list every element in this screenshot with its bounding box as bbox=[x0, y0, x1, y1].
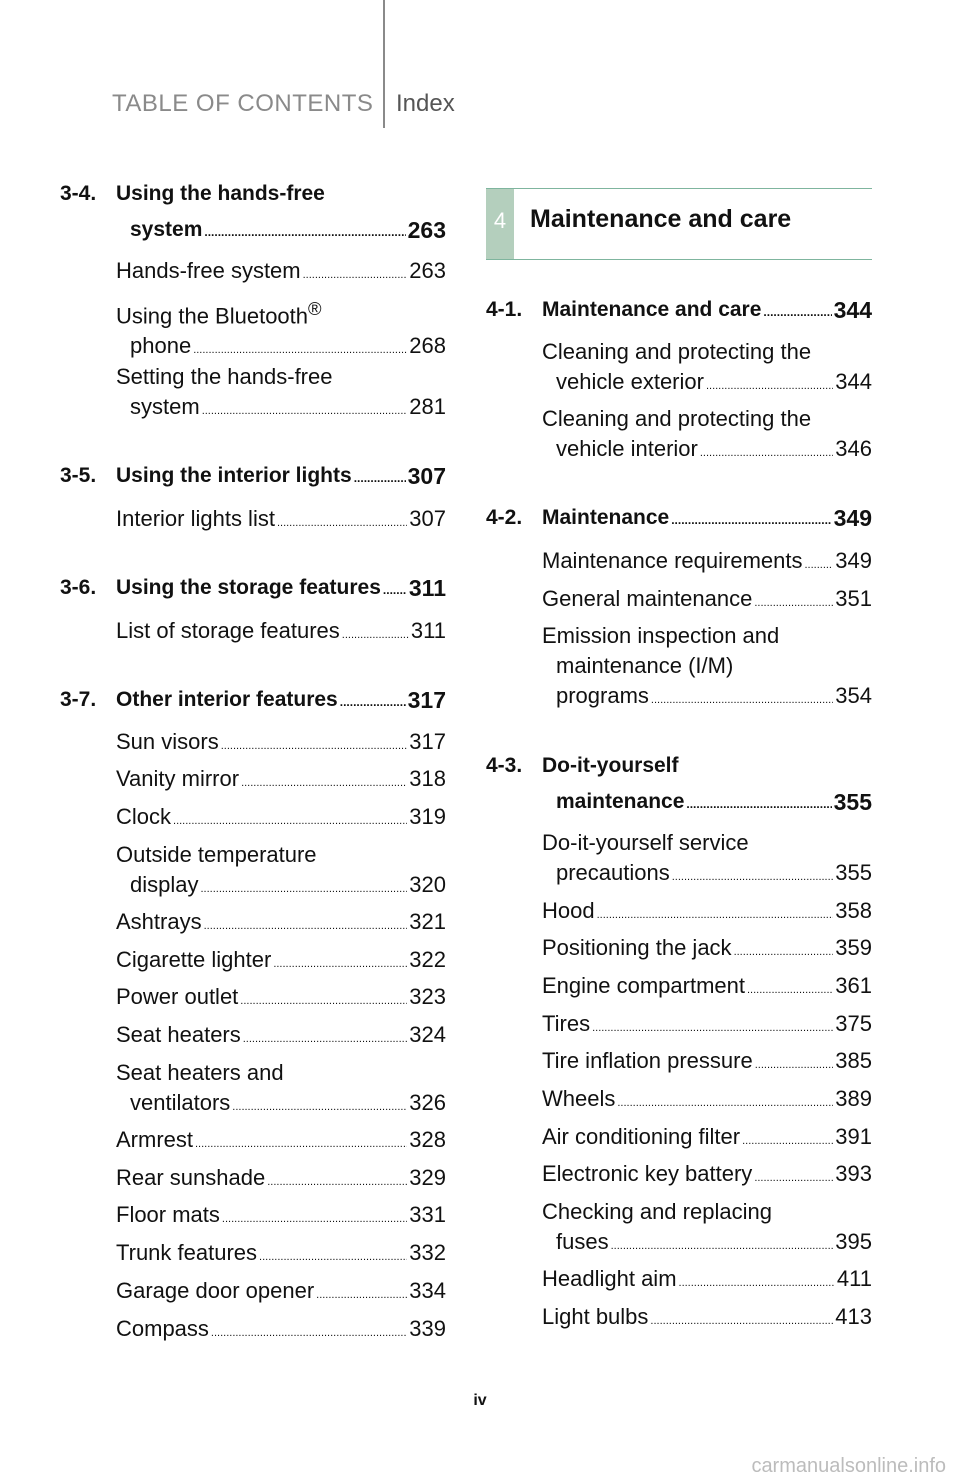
item-title-cont: phone bbox=[130, 333, 192, 359]
item-title: Checking and replacing bbox=[542, 1199, 772, 1224]
item-page: 411 bbox=[836, 1266, 872, 1291]
section-title: Using the hands-free bbox=[116, 182, 325, 205]
item-title: Garage door opener bbox=[116, 1278, 315, 1303]
item-page: 391 bbox=[835, 1124, 872, 1149]
toc-item[interactable] bbox=[542, 1302, 872, 1336]
item-page: 334 bbox=[409, 1278, 446, 1303]
item-title: Electronic key battery bbox=[542, 1161, 753, 1186]
toc-item[interactable] bbox=[116, 1200, 446, 1234]
item-title: Interior lights list bbox=[116, 506, 275, 531]
toc-item[interactable] bbox=[542, 1122, 872, 1156]
section-title: Maintenance bbox=[542, 506, 670, 529]
item-title: Trunk features bbox=[116, 1240, 258, 1265]
top-navigation bbox=[0, 0, 960, 130]
section-number: 4-3. bbox=[486, 754, 523, 777]
item-page: 319 bbox=[409, 804, 446, 829]
item-title: Outside temperature bbox=[116, 842, 317, 867]
toc-item[interactable] bbox=[542, 584, 872, 618]
item-page: 339 bbox=[409, 1316, 446, 1341]
toc-item[interactable] bbox=[542, 1046, 872, 1080]
item-page: 393 bbox=[835, 1161, 872, 1186]
toc-item[interactable] bbox=[116, 1163, 446, 1197]
item-title-cont: vehicle interior bbox=[556, 436, 698, 461]
toc-item[interactable] bbox=[116, 616, 446, 650]
item-page: 355 bbox=[835, 860, 872, 885]
toc-item[interactable] bbox=[116, 727, 446, 761]
chapter-title: Maintenance and care bbox=[530, 205, 792, 233]
item-title: Tire inflation pressure bbox=[542, 1048, 753, 1073]
registered-mark: ® bbox=[308, 298, 322, 319]
item-title: Emission inspection and bbox=[542, 623, 780, 648]
item-page: 389 bbox=[835, 1086, 872, 1111]
item-page: 385 bbox=[835, 1048, 872, 1073]
section-title: Other interior features bbox=[116, 688, 338, 711]
toc-item[interactable] bbox=[116, 1314, 446, 1348]
toc-item[interactable] bbox=[542, 1197, 872, 1261]
toc-item[interactable] bbox=[542, 337, 872, 401]
item-page: 328 bbox=[409, 1127, 446, 1152]
item-title: Power outlet bbox=[116, 984, 239, 1009]
toc-item[interactable] bbox=[542, 828, 872, 892]
toc-item[interactable] bbox=[116, 1058, 446, 1122]
item-title: Floor mats bbox=[116, 1202, 220, 1227]
item-title: General maintenance bbox=[542, 586, 753, 611]
item-title: Headlight aim bbox=[542, 1266, 677, 1291]
index-link[interactable]: Index bbox=[396, 90, 455, 117]
toc-item[interactable] bbox=[542, 546, 872, 580]
item-page: 320 bbox=[409, 872, 446, 897]
toc-item[interactable] bbox=[116, 256, 446, 290]
item-title: Maintenance requirements bbox=[542, 548, 803, 573]
chapter-number: 4 bbox=[486, 189, 514, 259]
section-title: Maintenance and care bbox=[542, 298, 762, 321]
item-title-cont: ventilators bbox=[130, 1090, 231, 1115]
item-title: Cleaning and protecting the bbox=[542, 406, 812, 431]
item-page: 351 bbox=[835, 586, 872, 611]
section-page: 263 bbox=[407, 217, 446, 243]
toc-item[interactable] bbox=[542, 896, 872, 930]
section-page: 355 bbox=[833, 789, 872, 815]
item-title: Ashtrays bbox=[116, 909, 202, 934]
item-title-cont: programs bbox=[556, 683, 649, 708]
item-title: Vanity mirror bbox=[116, 766, 240, 791]
item-title-cont: fuses bbox=[556, 1229, 609, 1254]
toc-item[interactable] bbox=[542, 1159, 872, 1193]
item-title: Armrest bbox=[116, 1127, 193, 1152]
toc-item[interactable] bbox=[542, 971, 872, 1005]
item-title: Hands-free system bbox=[116, 258, 301, 283]
item-page: 263 bbox=[409, 258, 446, 283]
section-number: 3-4. bbox=[60, 182, 97, 205]
item-title: Light bulbs bbox=[542, 1304, 649, 1329]
section-number: 4-2. bbox=[486, 506, 523, 529]
section-page: 307 bbox=[407, 463, 446, 489]
toc-item[interactable] bbox=[542, 621, 872, 715]
item-title: Seat heaters bbox=[116, 1022, 241, 1047]
section-title: Using the storage features bbox=[116, 576, 381, 599]
chapter-banner[interactable] bbox=[486, 188, 872, 260]
toc-item[interactable] bbox=[542, 404, 872, 468]
toc-item[interactable] bbox=[542, 1264, 872, 1298]
toc-item[interactable] bbox=[116, 945, 446, 979]
toc-item[interactable] bbox=[116, 362, 446, 426]
toc-item[interactable] bbox=[116, 764, 446, 798]
section-number: 3-6. bbox=[60, 576, 97, 599]
item-page: 332 bbox=[409, 1240, 446, 1265]
item-page: 317 bbox=[409, 729, 446, 754]
toc-item[interactable] bbox=[542, 933, 872, 967]
item-title: Engine compartment bbox=[542, 973, 745, 998]
section-number: 3-7. bbox=[60, 688, 97, 711]
item-title: Hood bbox=[542, 898, 595, 923]
toc-item[interactable] bbox=[116, 840, 446, 904]
toc-item[interactable] bbox=[542, 1084, 872, 1118]
item-page: 413 bbox=[835, 1304, 872, 1329]
toc-item[interactable] bbox=[116, 907, 446, 941]
item-page: 311 bbox=[410, 618, 446, 643]
item-page: 375 bbox=[835, 1011, 872, 1036]
page-number: iv bbox=[473, 1392, 487, 1409]
toc-item[interactable] bbox=[116, 294, 446, 365]
item-title: Tires bbox=[542, 1011, 591, 1036]
item-page: 321 bbox=[409, 909, 446, 934]
item-title-cont: maintenance (I/M) bbox=[556, 653, 734, 678]
item-page: 281 bbox=[409, 394, 446, 419]
item-title: Wheels bbox=[542, 1086, 616, 1111]
item-page: 331 bbox=[409, 1202, 446, 1227]
section-page: 349 bbox=[833, 505, 872, 531]
toc-item[interactable] bbox=[116, 982, 446, 1016]
item-page: 361 bbox=[835, 973, 872, 998]
section-title: Do-it-yourself bbox=[542, 754, 679, 777]
item-title: Compass bbox=[116, 1316, 209, 1341]
item-page: 354 bbox=[835, 683, 872, 708]
toc-item[interactable] bbox=[116, 504, 446, 538]
section-page: 317 bbox=[407, 687, 446, 713]
toc-item[interactable] bbox=[116, 1020, 446, 1054]
section-number: 3-5. bbox=[60, 464, 97, 487]
item-page: 349 bbox=[835, 548, 872, 573]
item-page: 268 bbox=[409, 333, 446, 359]
item-page: 344 bbox=[835, 369, 872, 394]
toc-item[interactable] bbox=[116, 1125, 446, 1159]
item-page: 307 bbox=[409, 506, 446, 531]
toc-item[interactable] bbox=[116, 1238, 446, 1272]
item-title: Cigarette lighter bbox=[116, 947, 272, 972]
item-title: Seat heaters and bbox=[116, 1060, 284, 1085]
toc-item[interactable] bbox=[116, 1276, 446, 1310]
item-title: Positioning the jack bbox=[542, 935, 732, 960]
section-page: 344 bbox=[833, 297, 872, 323]
item-title: Sun visors bbox=[116, 729, 219, 754]
nav-divider bbox=[383, 0, 385, 128]
item-page: 318 bbox=[409, 766, 446, 791]
section-number: 4-1. bbox=[486, 298, 523, 321]
section-title-cont: system bbox=[130, 218, 203, 241]
toc-item[interactable] bbox=[542, 1009, 872, 1043]
item-page: 395 bbox=[835, 1229, 872, 1254]
toc-item[interactable] bbox=[116, 802, 446, 836]
item-title: Do-it-yourself service bbox=[542, 830, 749, 855]
item-title: Using the Bluetooth bbox=[116, 303, 309, 329]
item-page: 323 bbox=[409, 984, 446, 1009]
item-title-cont: display bbox=[130, 872, 199, 897]
item-title: Air conditioning filter bbox=[542, 1124, 741, 1149]
section-title: Using the interior lights bbox=[116, 464, 352, 487]
item-page: 346 bbox=[835, 436, 872, 461]
section-title-cont: maintenance bbox=[556, 790, 685, 813]
item-title: Setting the hands-free bbox=[116, 364, 333, 389]
table-of-contents-link[interactable]: TABLE OF CONTENTS bbox=[112, 90, 374, 117]
item-page: 358 bbox=[835, 898, 872, 923]
section-page: 311 bbox=[408, 575, 446, 601]
watermark: carmanualsonline.info bbox=[751, 1455, 946, 1477]
item-page: 329 bbox=[409, 1165, 446, 1190]
item-page: 359 bbox=[835, 935, 872, 960]
item-title: Rear sunshade bbox=[116, 1165, 266, 1190]
item-title: Cleaning and protecting the bbox=[542, 339, 812, 364]
item-title-cont: system bbox=[130, 394, 200, 419]
item-title-cont: vehicle exterior bbox=[556, 369, 704, 394]
item-page: 326 bbox=[409, 1090, 446, 1115]
item-page: 324 bbox=[409, 1022, 446, 1047]
item-title: Clock bbox=[116, 804, 172, 829]
item-page: 322 bbox=[409, 947, 446, 972]
item-title-cont: precautions bbox=[556, 860, 670, 885]
item-title: List of storage features bbox=[116, 618, 340, 643]
